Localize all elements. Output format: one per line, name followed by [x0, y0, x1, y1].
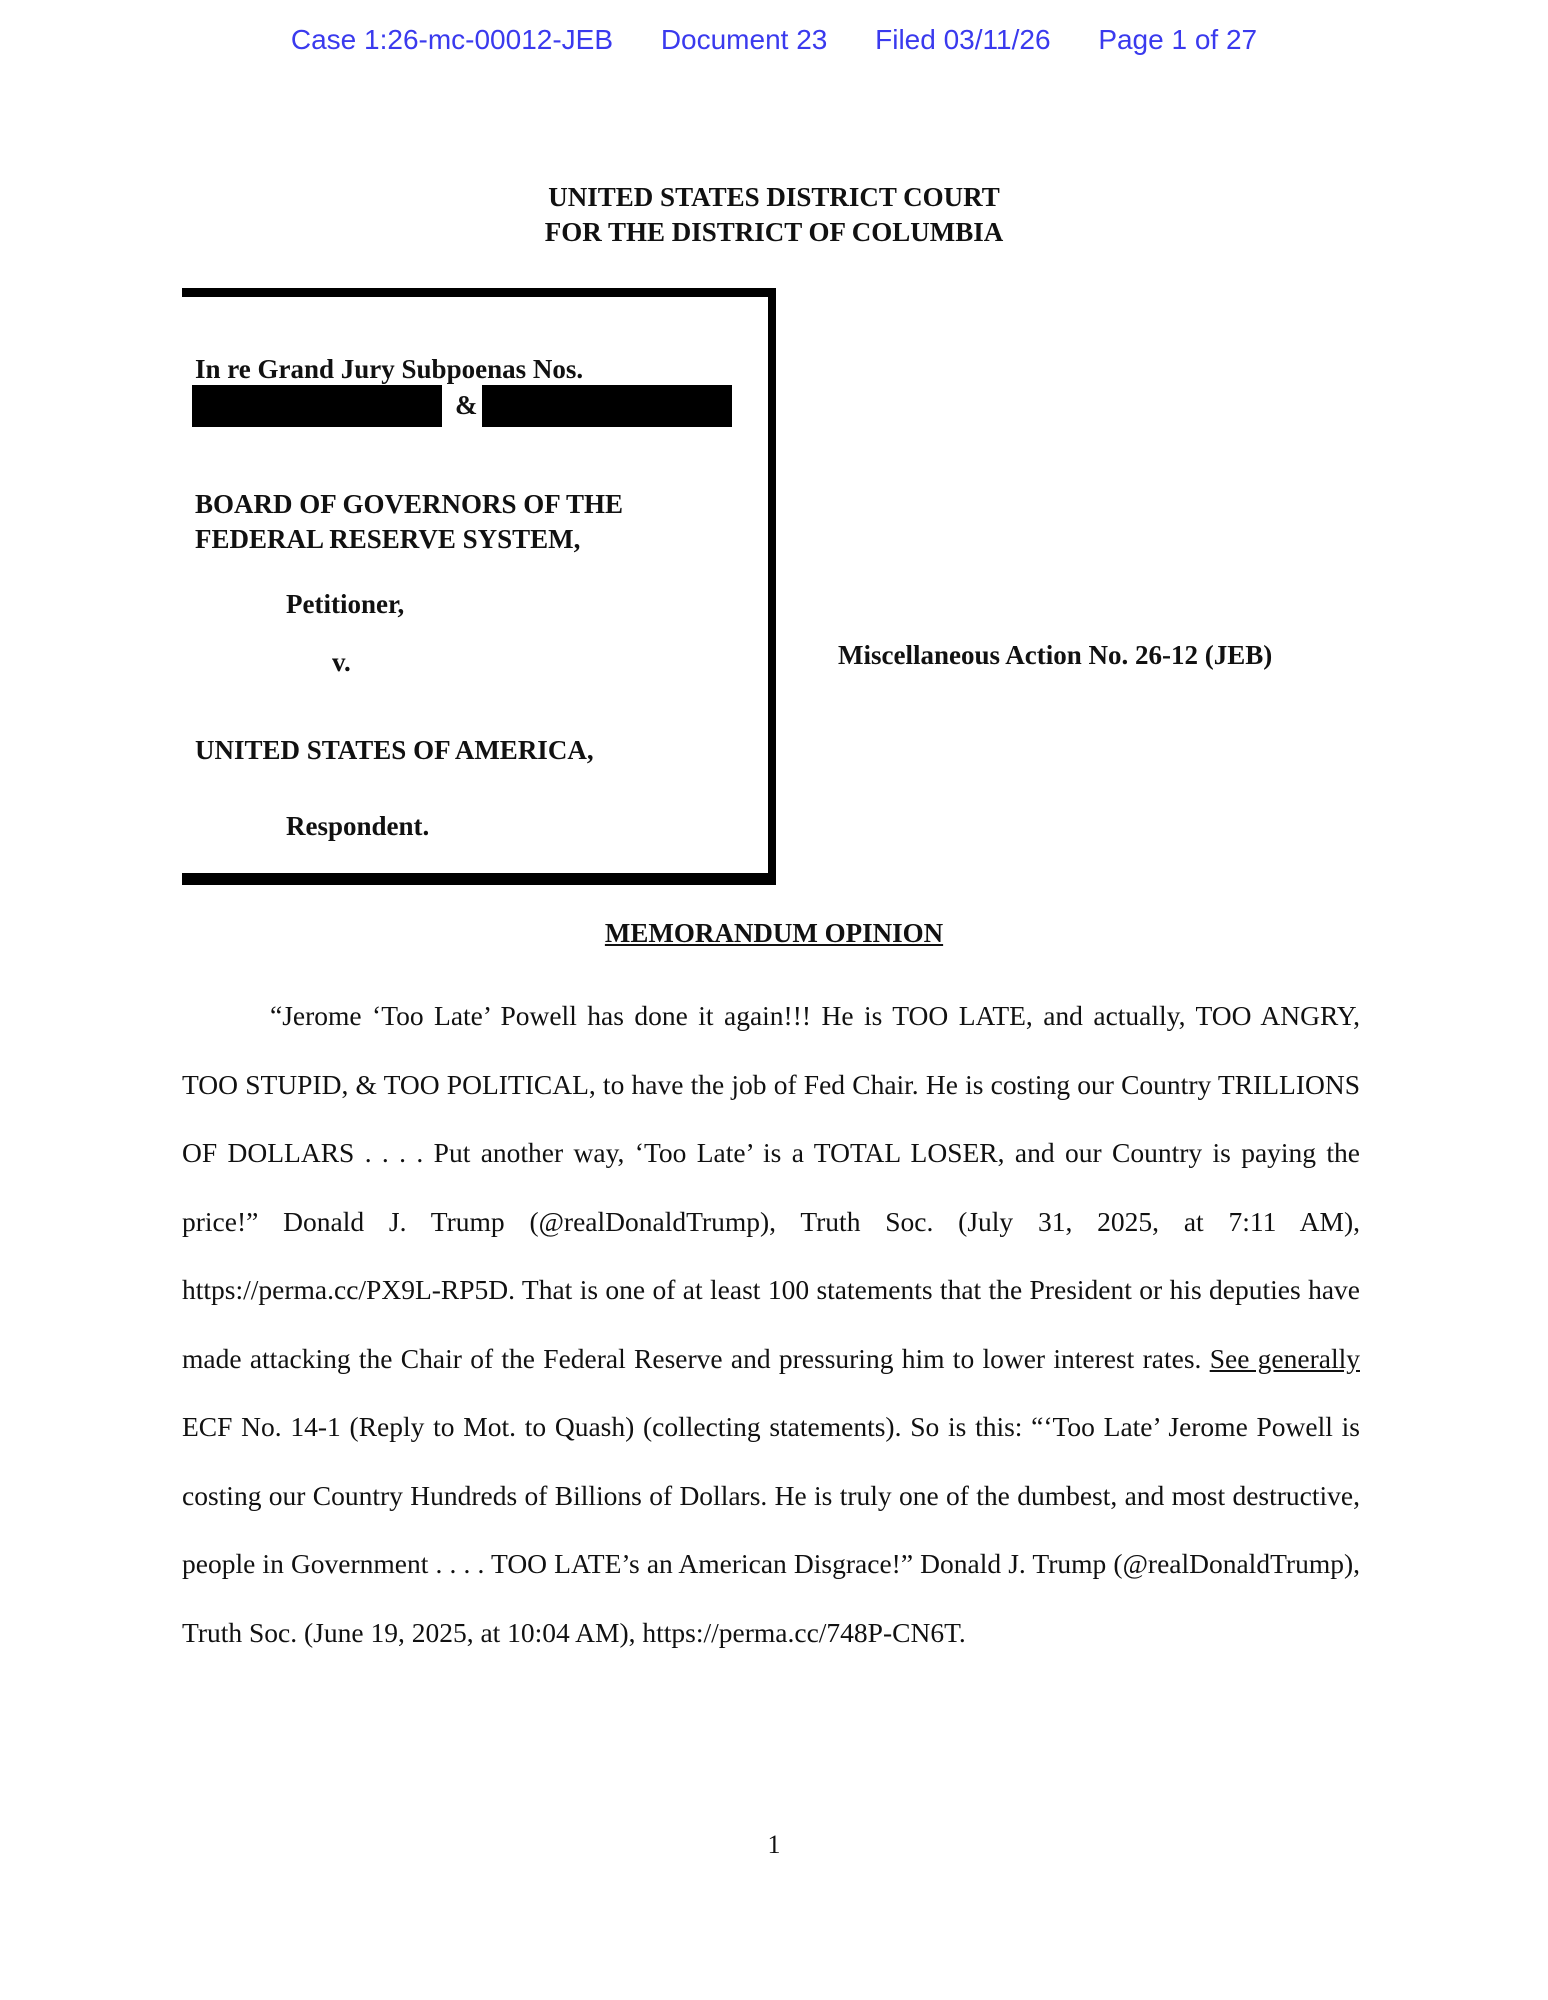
petitioner-role: Petitioner,: [286, 589, 405, 619]
ecf-case-number: Case 1:26-mc-00012-JEB: [290, 24, 614, 55]
ecf-header: [0, 24, 1548, 56]
redaction-block-2: [482, 385, 732, 427]
opinion-paragraph: [182, 982, 1360, 1667]
court-title-line2: FOR THE DISTRICT OF COLUMBIA: [544, 217, 1004, 247]
court-title: [0, 180, 1548, 250]
ecf-document-number: Document 23: [660, 24, 828, 55]
page-number: 1: [767, 1830, 781, 1859]
memorandum-title: [0, 918, 1548, 949]
paragraph-text-part2: ECF No. 14-1 (Reply to Mot. to Quash) (collecting statements). So is this: “‘Too Late’ Jerome Powell is costing our Country Hundreds of Billions of Dollars. He is truly one of the dumbest, and most destructive, people in Government . . . . TOO LATE’s an American Disgrace!” Donald J. Trump (@realDonaldTrump), Truth Soc. (June 19, 2025, at 10:04 AM), https://perma.cc/748P-CN6T.: [182, 1411, 1360, 1648]
case-caption-box: [182, 288, 776, 885]
memorandum-title-text: MEMORANDUM OPINION: [604, 918, 944, 948]
respondent-role: Respondent.: [286, 811, 430, 841]
ecf-page-count: Page 1 of 27: [1098, 24, 1258, 55]
paragraph-text-part1: “Jerome ‘Too Late’ Powell has done it again!!! He is TOO LATE, and actually, TOO ANGRY, TOO STUPID, & TOO POLITICAL, to have the job of Fed Chair. He is costing our Country TRILLIONS OF DOLLARS . . . . Put another way, ‘Too Late’ is a TOTAL LOSER, and our Country is paying the price!” Donald J. Trump (@realDonaldTrump), Truth Soc. (July 31, 2025, at 7:11 AM), https://perma.cc/PX9L-RP5D. That is one of at least 100 statements that the President or his deputies have made attacking the Chair of the Federal Reserve and pressuring him to lower interest rates.: [182, 1000, 1360, 1374]
petitioner-name-line2: FEDERAL RESERVE SYSTEM,: [195, 524, 581, 554]
action-number: Miscellaneous Action No. 26-12 (JEB): [838, 640, 1273, 670]
versus: v.: [332, 647, 351, 677]
petitioner-name-line1: BOARD OF GOVERNORS OF THE: [195, 489, 624, 519]
ecf-filed-date: Filed 03/11/26: [875, 24, 1051, 55]
ampersand: &: [455, 390, 478, 420]
see-generally-signal: See generally: [1209, 1342, 1360, 1374]
in-re-line: In re Grand Jury Subpoenas Nos.: [195, 354, 584, 384]
redaction-block-1: [192, 385, 442, 427]
court-title-line1: UNITED STATES DISTRICT COURT: [548, 182, 1000, 212]
respondent-name: UNITED STATES OF AMERICA,: [195, 735, 594, 765]
